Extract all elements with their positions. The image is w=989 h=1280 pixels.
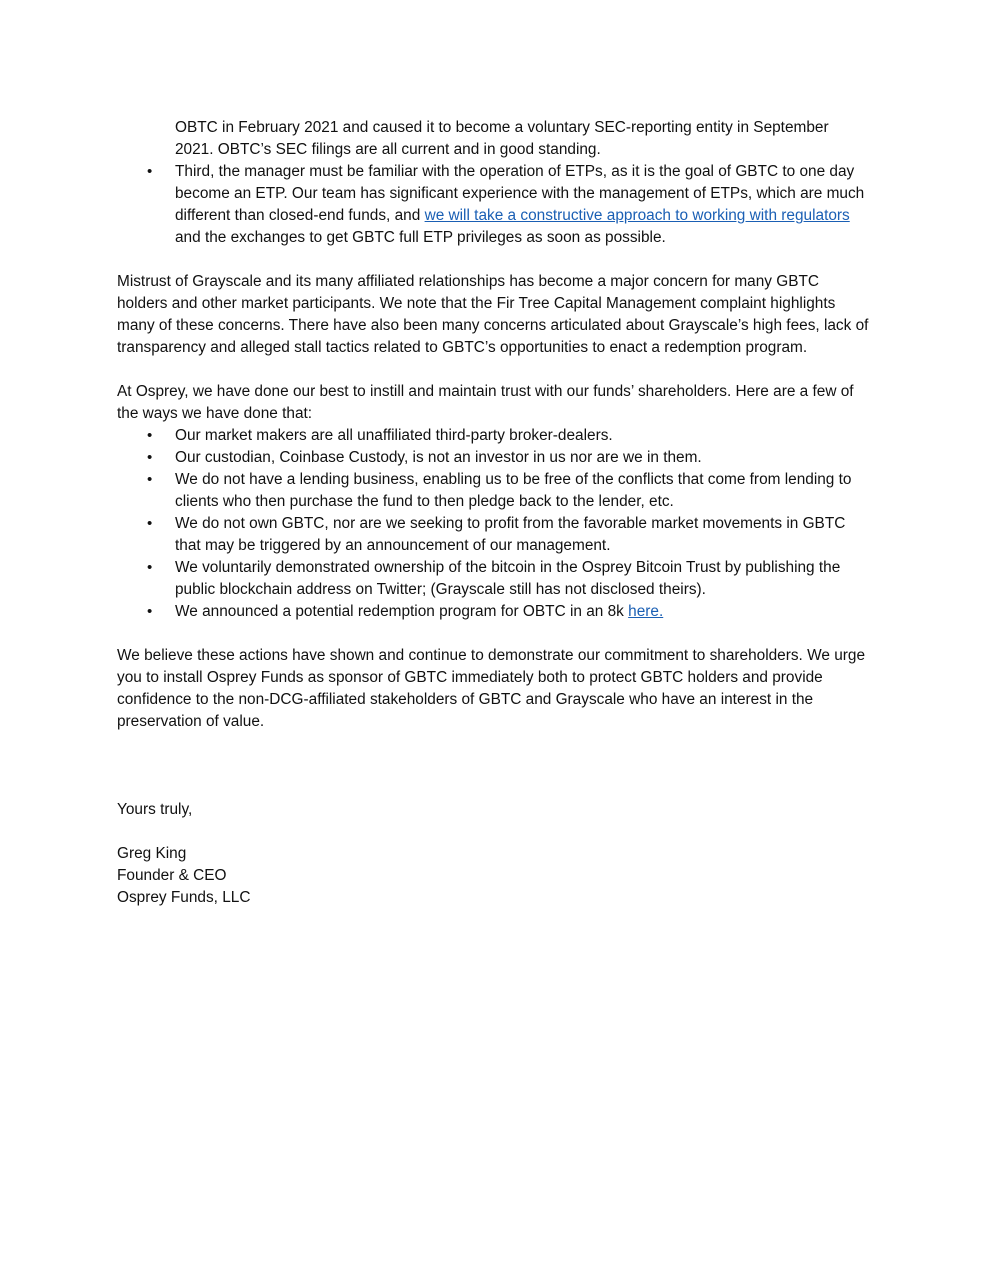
list-item-text: Our custodian, Coinbase Custody, is not an investor in us nor are we in them. (175, 449, 702, 466)
bullet-icon: • (147, 603, 153, 620)
letter-page (117, 117, 869, 909)
list-item (117, 469, 869, 513)
third-point-item (117, 161, 869, 249)
list-item-text: Our market makers are all unaffiliated third-party broker-dealers. (175, 427, 613, 444)
list-item (117, 513, 869, 557)
bullet-icon: • (147, 515, 153, 532)
bullet-icon: • (147, 471, 153, 488)
list-item-text: We do not own GBTC, nor are we seeking to profit from the favorable market movements in GBTC that may be triggered by an announcement of our management. (175, 515, 846, 554)
bullet-icon: • (147, 163, 153, 180)
mistrust-paragraph: Mistrust of Grayscale and its many affiliated relationships has become a major concern for many GBTC holders and other market participants. We note that the Fir Tree Capital Management complaint highlights many of these concerns. There have also been many concerns articulated about Grayscale’s high fees, lack of transparency and alleged stall tactics related to GBTC’s opportunities to enact a redemption program. (117, 273, 869, 356)
regulators-link[interactable]: we will take a constructive approach to working with regulators (424, 207, 850, 224)
signature-block (117, 843, 869, 909)
bullet-icon: • (147, 559, 153, 576)
signature-title: Founder & CEO (117, 867, 227, 884)
bullet-icon: • (147, 427, 153, 444)
third-point-text-after: and the exchanges to get GBTC full ETP privileges as soon as possible. (175, 229, 666, 246)
bullet-icon: • (147, 449, 153, 466)
list-item-text: We voluntarily demonstrated ownership of the bitcoin in the Osprey Bitcoin Trust by publishing the public blockchain address on Twitter; (Grayscale still has not disclosed theirs). (175, 559, 841, 598)
signature-name: Greg King (117, 845, 187, 862)
signature-company: Osprey Funds, LLC (117, 889, 251, 906)
trust-list (117, 425, 869, 623)
closing-text: Yours truly, (117, 801, 193, 818)
osprey-paragraph: At Osprey, we have done our best to instill and maintain trust with our funds’ shareholders. Here are a few of the ways we have done that: (117, 383, 854, 422)
list-item-text: We do not have a lending business, enabling us to be free of the conflicts that come from lending to clients who then purchase the fund to then pledge back to the lender, etc. (175, 471, 852, 510)
continuation-text: OBTC in February 2021 and caused it to become a voluntary SEC-reporting entity in September 2021. OBTC’s SEC filings are all current and in good standing. (175, 119, 829, 158)
list-item (117, 425, 869, 447)
8k-here-link[interactable]: here. (628, 603, 664, 620)
list-item (117, 557, 869, 601)
third-point-text-before: Third, the manager must be familiar with the operation of ETPs, as it is the goal of GBTC to one day become an ETP. Our team has significant experience with the management of ETPs, which are much different than closed-end funds, and (175, 163, 865, 224)
believe-paragraph: We believe these actions have shown and continue to demonstrate our commitment to shareholders. We urge you to install Osprey Funds as sponsor of GBTC immediately both to protect GBTC holders and provide confidence to the non-DCG-affiliated stakeholders of GBTC and Grayscale who have an interest in the preservation of value. (117, 647, 866, 730)
list-item-text: We announced a potential redemption program for OBTC in an 8k (175, 603, 629, 620)
list-item (117, 447, 869, 469)
list-item (117, 601, 869, 623)
third-point-list (117, 161, 869, 249)
